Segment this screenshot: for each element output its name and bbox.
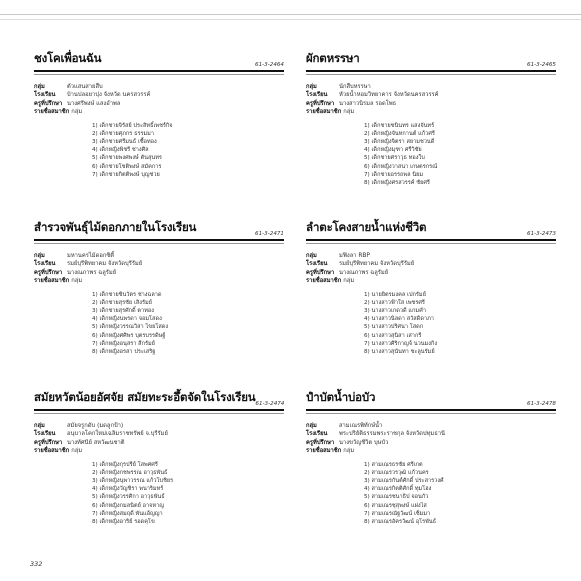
project-code: 61-3-2471 <box>255 231 284 237</box>
project-section <box>34 219 284 356</box>
advisor-label: ครูที่ปรึกษา <box>306 439 335 446</box>
project-meta <box>34 252 284 286</box>
project-section <box>34 50 284 179</box>
member-item: 7) นางสาวศิริกาญจ์ นวนมงกิง <box>364 340 438 347</box>
member-item: 8) เด็กหญิงศรสวรรค์ ชัยศรี <box>364 180 430 187</box>
section-title-bar <box>34 219 284 241</box>
school-label: โรงเรียน <box>306 431 328 438</box>
school-name: หัวยน้ำหอมวิทยาคาร จังหวัดนครสวรรค์ <box>339 92 439 99</box>
member-item: 3) เด็กหญิงนุพาวรรณ แก้วโบชิยร <box>92 478 174 485</box>
member-item: 5) สามเณรชนาธิป จอนกัว <box>364 494 429 501</box>
member-item: 1) เด็กชายชินวัตร ช่างฉลาด <box>92 291 162 298</box>
advisor-row <box>306 269 556 277</box>
member-item: 4) สามเณรกิตติศักดิ์ ทุมโฮง <box>364 486 432 493</box>
member-item: 2) สามเณรวรวุฒิ แก้วนคร <box>364 469 429 476</box>
group-row <box>34 83 284 91</box>
member-item: 2) เด็กชายศุภกร ธรรมมา <box>92 130 155 137</box>
members-label: รายชื่อสมาชิก <box>34 278 70 285</box>
members-label: รายชื่อสมาชิก <box>306 278 342 285</box>
group-label: กลุ่ม <box>306 423 317 429</box>
group-name: นักสืบหรรษา <box>339 84 371 90</box>
project-meta <box>306 422 556 456</box>
members-heading <box>34 277 284 285</box>
member-item: 3) เด็กชายสุรศักดิ์ ตาทอง <box>92 308 154 315</box>
title-underline <box>306 74 556 75</box>
advisor-row <box>306 439 556 447</box>
members-label: รายชื่อสมาชิก <box>34 448 70 455</box>
member-item: 2) เด็กหญิงกชพรรณ อาวุธพันธ์ <box>92 469 168 476</box>
advisor-name: นางสาวนิรมล รอดโพธ <box>339 100 397 107</box>
member-item: 8) เด็กหญิงอาริย์ รอดคุโข <box>92 519 155 526</box>
members-label: รายชื่อสมาชิก <box>34 109 70 116</box>
group-label: กลุ่ม <box>306 253 317 259</box>
group-name: สมัยจรูกดับ (มดลูกป้า) <box>67 423 124 429</box>
member-item: 6) เด็กหญิงกมลนิตย์ อาจหาญ <box>92 502 165 509</box>
members-suffix: กลุ่ม <box>71 448 83 455</box>
member-item: 7) เด็กหญิงสมฤดี พันแอ้ญญา <box>92 510 163 517</box>
project-section <box>306 389 556 526</box>
section-title-bar <box>306 219 556 241</box>
project-title: ชงโคเพื่อนฉัน <box>34 51 102 65</box>
school-name: รมย์บุรีพิทยาคม จังหวัดบุรีรัมย์ <box>339 261 415 268</box>
member-item: 4) เด็กหญิงพิชรี ช่างศิล <box>92 147 149 154</box>
top-rule <box>0 14 581 15</box>
members-heading <box>306 108 556 116</box>
project-code: 61-3-2478 <box>527 401 556 407</box>
section-title-bar <box>34 389 284 411</box>
member-list <box>364 461 556 527</box>
member-item: 4) นางสาวนิลดา สวัสดิดาภา <box>364 316 434 323</box>
section-title-bar <box>34 50 284 72</box>
advisor-name: นางทัศนีย์ สหวัฒนชาติ <box>67 439 125 446</box>
group-name: ตัวแสนสายสืบ <box>67 84 103 90</box>
group-row <box>34 252 284 260</box>
project-title: ปำบัตน้ำบ่อบัว <box>306 390 376 404</box>
advisor-label: ครูที่ปรึกษา <box>306 100 335 107</box>
member-item: 3) เด็กชายศรีมนธ์ เชื้อทอง <box>92 139 157 146</box>
project-section <box>34 389 284 526</box>
member-item: 6) เด็กหญิงวาสนา เกษตรกรณ์ <box>364 163 438 170</box>
member-item: 2) เด็กชายสุรชัย เสิงรัมย์ <box>92 299 152 306</box>
member-item: 1) เด็กชายจิรัสย์ ประสิทธิ์เพชร์กิจ <box>92 122 173 129</box>
school-label: โรงเรียน <box>34 92 56 99</box>
member-item: 8) เด็กหญิงอรสา ประเสริฐ <box>92 349 156 356</box>
member-list <box>364 291 556 357</box>
advisor-name: นางณภาพร ฉลูรัมย์ <box>67 269 117 276</box>
member-item: 8) นางสาวสุนันทา ชะลูนรัมย์ <box>364 349 435 356</box>
group-row <box>306 252 556 260</box>
members-heading <box>306 277 556 285</box>
project-title: ผักตหรรษา <box>306 51 360 65</box>
members-heading <box>306 447 556 455</box>
school-name: พระปริยัติธรรมพระราชกุล จังหวัดปทุมธานี <box>339 431 445 438</box>
project-meta <box>34 83 284 117</box>
member-item: 3) เด็กหญิงจิตรา สยามชวนดี <box>364 139 435 146</box>
title-underline <box>34 243 284 244</box>
group-label: กลุ่ม <box>34 423 45 429</box>
members-suffix: กลุ่ม <box>343 448 355 455</box>
project-code: 61-3-2474 <box>255 401 285 407</box>
member-item: 4) เด็กหญิงมุฑา ศรีวิชัย <box>364 147 422 154</box>
member-item: 7) เด็กหญิงอนุสรา สีกรัมย์ <box>92 340 155 347</box>
group-row <box>34 422 284 430</box>
project-meta <box>306 83 556 117</box>
member-item: 5) เด็กชายศราวุธ ทองใบ <box>364 155 425 162</box>
member-item: 6) สามเณรชุสุพงษ์ แฝงไส <box>364 502 427 509</box>
project-code: 61-3-2464 <box>255 62 284 68</box>
member-item: 3) นางสาวเกดวดี แกมคำ <box>364 308 426 315</box>
member-item: 7) สามเณรณัฐวัฒน์ เซ็มมา <box>364 510 431 517</box>
school-label: โรงเรียน <box>306 92 328 99</box>
advisor-row <box>34 100 284 108</box>
members-heading <box>34 447 284 455</box>
member-item: 6) นางสาวสุนิสา เสากรี <box>364 332 422 339</box>
member-item: 2) นางสาวฟ้าใส เพชรศรี <box>364 299 425 306</box>
title-underline <box>34 74 284 75</box>
member-item: 3) สามเณรกันต์ศักดิ์ ประสารวงศ์ <box>364 478 444 485</box>
member-list <box>92 461 284 527</box>
school-row <box>34 430 284 438</box>
project-code: 61-3-2473 <box>527 231 556 237</box>
section-title-bar <box>306 50 556 72</box>
members-label: รายชื่อสมาชิก <box>306 448 342 455</box>
member-item: 5) เด็กหญิงวรรศิกา อาวุธพันธ์ <box>92 494 165 501</box>
advisor-label: ครูที่ปรึกษา <box>34 269 63 276</box>
school-label: โรงเรียน <box>34 261 56 268</box>
member-item: 1) สามเณรธรชัย ศรีเกต <box>364 461 423 468</box>
member-list <box>92 291 284 357</box>
advisor-name: นางขวัญชีวิต บุษบัว <box>339 439 389 446</box>
title-underline <box>306 243 556 244</box>
project-meta <box>34 422 284 456</box>
group-label: กลุ่ม <box>34 84 45 90</box>
page-number: 332 <box>30 560 43 568</box>
member-item: 7) เด็กชายกิตติพงษ์ บุญช่วย <box>92 171 160 178</box>
member-item: 1) นายยิตรมงคล เปกรัมย์ <box>364 291 426 298</box>
school-label: โรงเรียน <box>34 431 56 438</box>
group-label: กลุ่ม <box>306 84 317 90</box>
member-item: 6) เด็กชายโชติพงษ์ สมัคการ <box>92 163 162 170</box>
members-suffix: กลุ่ม <box>343 278 355 285</box>
advisor-label: ครูที่ปรึกษา <box>34 439 63 446</box>
member-item: 5) เด็กชายพงศพงษ์ ตันสุนทร <box>92 155 162 162</box>
school-row <box>306 91 556 99</box>
group-label: กลุ่ม <box>34 253 45 259</box>
project-code: 61-3-2465 <box>527 62 556 68</box>
school-row <box>34 91 284 99</box>
group-name: มหานครไม้ดอกซิตี้ <box>67 253 115 259</box>
group-name: สามเณรพิทักษ์น้ำ <box>339 423 383 429</box>
member-list <box>364 122 556 188</box>
members-suffix: กลุ่ม <box>343 109 355 116</box>
project-title: สำรวจพันธุ์ไม้ดอกภายในโรงเรียน <box>34 220 197 234</box>
members-suffix: กลุ่ม <box>71 109 83 116</box>
school-name: รมย์บุรีพิทยาคม จังหวัดบุรีรัมย์ <box>67 261 143 268</box>
advisor-row <box>34 439 284 447</box>
advisor-name: นางณภาพร ฉลูรัมย์ <box>339 269 389 276</box>
members-label: รายชื่อสมาชิก <box>306 109 342 116</box>
title-underline <box>306 413 556 414</box>
member-item: 1) เด็กชายชนินทร แสงจันทร์ <box>364 122 435 129</box>
member-item: 6) เด็กหญิงศศิพร บุตรบรรดิษฐ์ <box>92 332 166 339</box>
school-row <box>306 430 556 438</box>
advisor-name: นางศรีพงษ์ แสงอำพล <box>67 100 121 107</box>
school-row <box>306 260 556 268</box>
advisor-label: ครูที่ปรึกษา <box>34 100 63 107</box>
member-item: 4) เด็กหญิงวัญชิรา พนาริมทร์ <box>92 486 164 493</box>
member-list <box>92 122 284 179</box>
member-item: 4) เด็กหญิงนพรดา จอมโสดง <box>92 316 162 323</box>
project-meta <box>306 252 556 286</box>
member-item: 5) นางสาวปริศนา โสดก <box>364 324 424 331</box>
school-label: โรงเรียน <box>306 261 328 268</box>
project-title: สมัยหวัตน้อยอัศจัย สมัยทะระอึ้ตจัดในโรงเรียน <box>34 390 256 404</box>
group-name: มฟิงลา RBP <box>339 253 370 259</box>
member-item: 1) เด็กหญิงกุรปรีย์ โสพศศรี <box>92 461 158 468</box>
group-row <box>306 422 556 430</box>
school-name: บ้านปลอยาปุง จังหวัด นครสวรรค์ <box>67 92 151 99</box>
advisor-label: ครูที่ปรึกษา <box>306 269 335 276</box>
members-suffix: กลุ่ม <box>71 278 83 285</box>
top-rule-secondary <box>0 19 581 20</box>
members-heading <box>34 108 284 116</box>
project-title: ลำตะโคงสายน้ำแห่งชีวิต <box>306 220 427 234</box>
member-item: 2) เด็กหญิงจันทกานต์ แก้วศรี <box>364 130 435 137</box>
group-row <box>306 83 556 91</box>
member-item: 7) เด็กชายอรรถพล นิยม <box>364 171 424 178</box>
member-item: 5) เด็กหญิงวรรณวิสา ไขยโสดง <box>92 324 169 331</box>
member-item: 8) สามเณรอัครวัฒน์ อุโรพันธ์ <box>364 519 437 526</box>
advisor-row <box>306 100 556 108</box>
school-row <box>34 260 284 268</box>
advisor-row <box>34 269 284 277</box>
project-section <box>306 50 556 187</box>
title-underline <box>34 413 284 414</box>
section-title-bar <box>306 389 556 411</box>
school-name: อนุบาลโคกใหม่เฉลิมราชทรัพย์ จ.บุรีรัมย์ <box>67 431 168 438</box>
project-section <box>306 219 556 356</box>
